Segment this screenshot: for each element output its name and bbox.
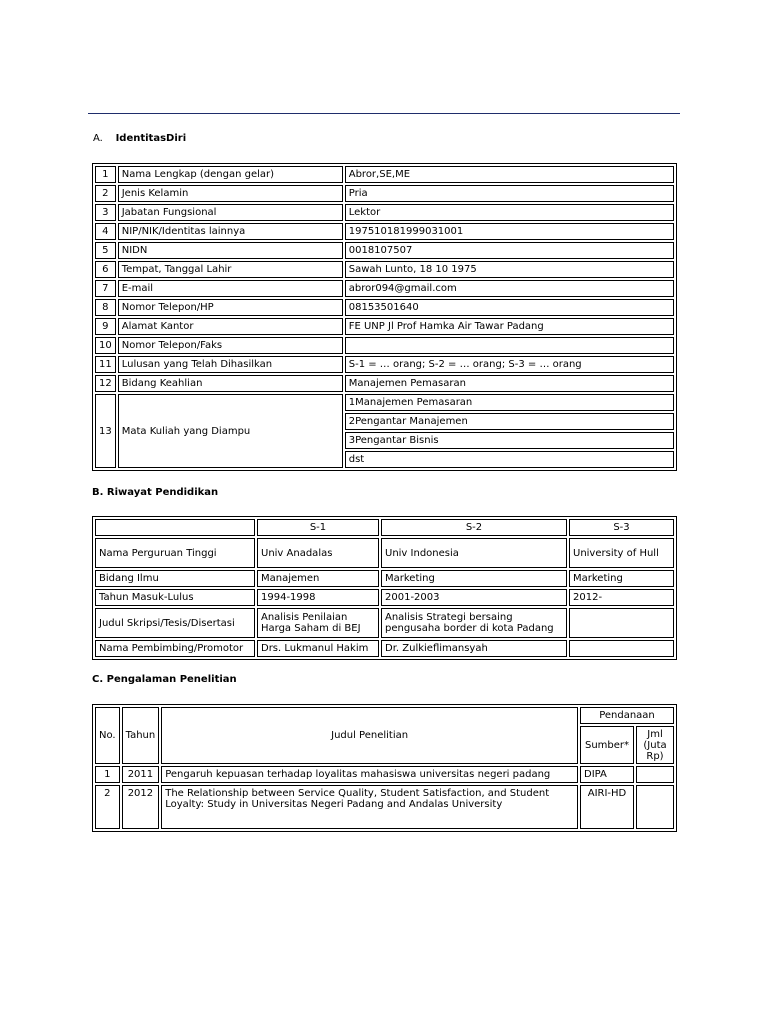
field-value: Sawah Lunto, 18 10 1975: [345, 261, 674, 278]
column-header: Jml (Juta Rp): [636, 726, 674, 764]
column-header: Tahun: [122, 707, 160, 764]
row-number: 13: [95, 394, 116, 468]
field-label: NIP/NIK/Identitas lainnya: [118, 223, 343, 240]
field-label: Lulusan yang Telah Dihasilkan: [118, 356, 343, 373]
row-number: 8: [95, 299, 116, 316]
row-label: Nama Perguruan Tinggi: [95, 538, 255, 568]
field-value: FE UNP Jl Prof Hamka Air Tawar Padang: [345, 318, 674, 335]
column-header: Sumber*: [580, 726, 634, 764]
field-value: abror094@gmail.com: [345, 280, 674, 297]
table-cell: Marketing: [569, 570, 674, 587]
table-cell: Analisis Penilaian Harga Saham di BEJ: [257, 608, 379, 638]
table-cell: [636, 766, 674, 783]
row-number: 6: [95, 261, 116, 278]
field-label: Nomor Telepon/Faks: [118, 337, 343, 354]
row-number: 2: [95, 785, 120, 829]
section-a-prefix: A.: [93, 133, 103, 144]
field-value: Lektor: [345, 204, 674, 221]
field-label: Mata Kuliah yang Diampu: [118, 394, 343, 468]
column-header: [95, 519, 255, 536]
course-item: 3Pengantar Bisnis: [345, 432, 674, 449]
table-cell: Pengaruh kepuasan terhadap loyalitas mahasiswa universitas negeri padang: [161, 766, 578, 783]
field-value: 08153501640: [345, 299, 674, 316]
field-value: 0018107507: [345, 242, 674, 259]
field-value: [345, 337, 674, 354]
row-label: Bidang Ilmu: [95, 570, 255, 587]
table-row: [95, 299, 674, 316]
row-label: Nama Pembimbing/Promotor: [95, 640, 255, 657]
field-label: Nama Lengkap (dengan gelar): [118, 166, 343, 183]
field-value: S-1 = … orang; S-2 = … orang; S-3 = … orang: [345, 356, 674, 373]
row-number: 10: [95, 337, 116, 354]
table-cell: Marketing: [381, 570, 567, 587]
row-number: 7: [95, 280, 116, 297]
table-row: [95, 766, 674, 783]
row-number: 1: [95, 166, 116, 183]
field-value: Pria: [345, 185, 674, 202]
table-cell: University of Hull: [569, 538, 674, 568]
table-cell: Univ Indonesia: [381, 538, 567, 568]
table-row: [95, 608, 674, 638]
table-cell: [569, 608, 674, 638]
table-row: [95, 242, 674, 259]
section-c-title: C. Pengalaman Penelitian: [92, 674, 237, 685]
table-cell: [569, 640, 674, 657]
section-a-heading: [93, 133, 186, 144]
table-cell: 2012-: [569, 589, 674, 606]
table-row: [95, 337, 674, 354]
table-row: [95, 640, 674, 657]
education-table: [92, 516, 677, 660]
table-row: [95, 394, 674, 411]
row-number: 5: [95, 242, 116, 259]
row-label: Tahun Masuk-Lulus: [95, 589, 255, 606]
field-label: Bidang Keahlian: [118, 375, 343, 392]
field-label: Alamat Kantor: [118, 318, 343, 335]
table-cell: Drs. Lukmanul Hakim: [257, 640, 379, 657]
field-label: Tempat, Tanggal Lahir: [118, 261, 343, 278]
column-header: No.: [95, 707, 120, 764]
research-table: [92, 704, 677, 832]
table-row: [95, 375, 674, 392]
table-cell: Analisis Strategi bersaing pengusaha border di kota Padang: [381, 608, 567, 638]
row-number: 2: [95, 185, 116, 202]
field-label: NIDN: [118, 242, 343, 259]
table-cell: DIPA: [580, 766, 634, 783]
top-divider: [88, 113, 680, 114]
table-row: [95, 538, 674, 568]
row-number: 12: [95, 375, 116, 392]
table-row: [95, 185, 674, 202]
table-cell: [636, 785, 674, 829]
field-label: E-mail: [118, 280, 343, 297]
field-label: Nomor Telepon/HP: [118, 299, 343, 316]
field-label: Jabatan Fungsional: [118, 204, 343, 221]
row-number: 1: [95, 766, 120, 783]
course-item: 1Manajemen Pemasaran: [345, 394, 674, 411]
column-header: S-3: [569, 519, 674, 536]
table-row: [95, 223, 674, 240]
table-cell: Dr. Zulkieflimansyah: [381, 640, 567, 657]
column-header: Judul Penelitian: [161, 707, 578, 764]
field-value: Abror,SE,ME: [345, 166, 674, 183]
table-row: [95, 261, 674, 278]
table-cell: 1994-1998: [257, 589, 379, 606]
course-item: 2Pengantar Manajemen: [345, 413, 674, 430]
row-label: Judul Skripsi/Tesis/Disertasi: [95, 608, 255, 638]
section-a-title: IdentitasDiri: [115, 133, 187, 144]
table-cell: 2011: [122, 766, 160, 783]
field-label: Jenis Kelamin: [118, 185, 343, 202]
table-cell: Univ Anadalas: [257, 538, 379, 568]
field-value: 197510181999031001: [345, 223, 674, 240]
table-header-row: [95, 707, 674, 724]
column-header: S-2: [381, 519, 567, 536]
table-cell: AIRI-HD: [580, 785, 634, 829]
row-number: 11: [95, 356, 116, 373]
table-row: [95, 204, 674, 221]
table-cell: 2012: [122, 785, 160, 829]
column-header: Pendanaan: [580, 707, 674, 724]
table-row: [95, 318, 674, 335]
section-b-title: B. Riwayat Pendidikan: [92, 487, 219, 498]
identity-table: [92, 163, 677, 471]
column-header: S-1: [257, 519, 379, 536]
table-row: [95, 570, 674, 587]
table-row: [95, 785, 674, 829]
table-cell: The Relationship between Service Quality, Student Satisfaction, and Student Loyalty: Study in Universitas Negeri Padang and Andalas University: [161, 785, 578, 829]
row-number: 9: [95, 318, 116, 335]
row-number: 3: [95, 204, 116, 221]
table-cell: 2001-2003: [381, 589, 567, 606]
row-number: 4: [95, 223, 116, 240]
table-row: [95, 356, 674, 373]
table-row: [95, 166, 674, 183]
field-value: Manajemen Pemasaran: [345, 375, 674, 392]
course-item: dst: [345, 451, 674, 468]
table-row: [95, 589, 674, 606]
table-cell: Manajemen: [257, 570, 379, 587]
table-row: [95, 280, 674, 297]
table-header-row: [95, 519, 674, 536]
